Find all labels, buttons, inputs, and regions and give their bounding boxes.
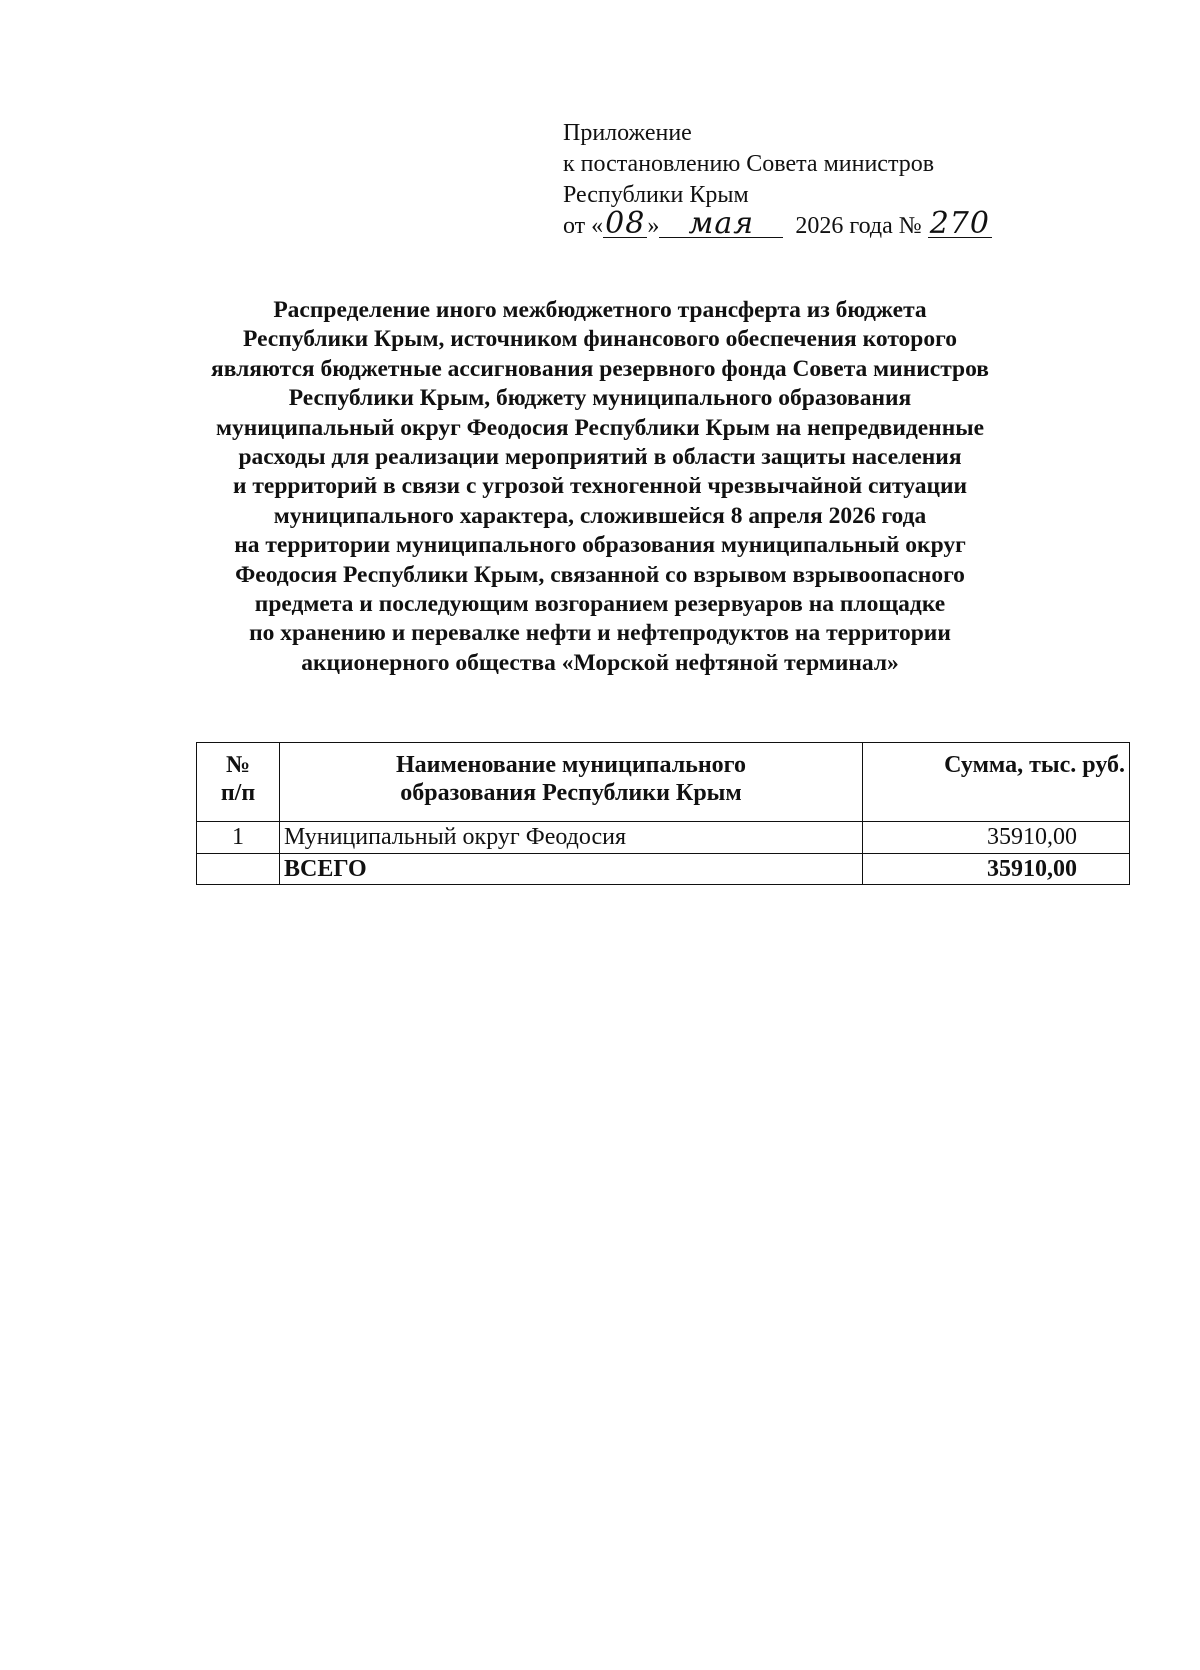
row-name-cell: Муниципальный округ Феодосия	[280, 822, 863, 854]
row-sum-cell: 35910,00	[863, 822, 1130, 854]
header-number-cell	[197, 743, 280, 822]
date-year-text: 2026 года №	[795, 213, 922, 239]
title-line: и территорий в связи с угрозой техногенной чрезвычайной ситуации	[232, 473, 968, 500]
date-mid: »	[647, 213, 660, 239]
appendix-line-1: Приложение	[563, 120, 692, 146]
table-row	[197, 822, 1130, 854]
title-line: Феодосия Республики Крым, связанной со взрывом взрывоопасного	[235, 561, 965, 588]
header-number-line-1: №	[225, 752, 251, 778]
header-name-cell	[280, 743, 863, 822]
table-header-row	[197, 743, 1130, 822]
header-sum-cell: Сумма, тыс. руб.	[863, 743, 1130, 822]
appendix-date-line	[563, 206, 992, 242]
appendix-header	[563, 118, 992, 242]
title-line: на территории муниципального образования муниципальный округ	[234, 532, 966, 559]
header-name-line-1: Наименование муниципального	[396, 752, 746, 778]
title-line: являются бюджетные ассигнования резервного фонда Совета министров	[210, 355, 989, 382]
title-line: муниципальный округ Феодосия Республики Крым на непредвиденные	[215, 414, 985, 441]
title-line: Республики Крым, источником финансового обеспечения которого	[243, 326, 957, 353]
handwritten-number: 270	[929, 206, 990, 241]
title-line: предмета и последующим возгоранием резервуаров на площадке	[254, 591, 946, 618]
title-line: муниципального характера, сложившейся 8 апреля 2026 года	[273, 502, 927, 529]
title-line: Республики Крым, бюджету муниципального образования	[288, 385, 912, 412]
title-line: расходы для реализации мероприятий в области защиты населения	[238, 444, 962, 471]
table-total-row	[197, 854, 1130, 885]
title-line: по хранению и перевалке нефти и нефтепродуктов на территории	[249, 620, 951, 647]
header-name-line-2: образования Республики Крым	[400, 780, 742, 806]
total-number-cell	[197, 854, 280, 885]
handwritten-month: мая	[659, 211, 783, 238]
document-title	[130, 296, 1070, 678]
title-line: Распределение иного межбюджетного трансферта из бюджета	[273, 297, 927, 323]
total-label-cell: ВСЕГО	[280, 854, 863, 885]
title-line: акционерного общества «Морской нефтяной терминал»	[301, 649, 899, 676]
distribution-table	[196, 742, 1130, 885]
handwritten-day: 08	[605, 206, 646, 241]
total-sum-cell: 35910,00	[863, 854, 1130, 885]
row-number-cell: 1	[197, 822, 280, 854]
date-prefix: от «	[563, 213, 604, 239]
header-number-line-2: п/п	[220, 780, 256, 806]
appendix-line-3: Республики Крым	[563, 182, 749, 208]
appendix-line-2: к постановлению Совета министров	[563, 151, 935, 177]
